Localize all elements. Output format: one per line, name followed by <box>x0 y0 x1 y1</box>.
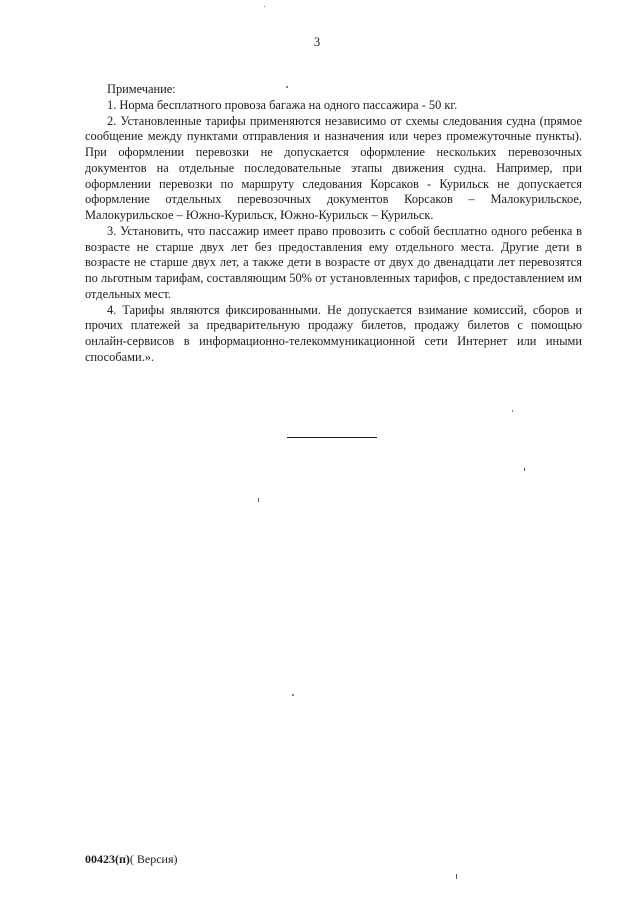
note-heading: Примечание: <box>107 82 176 96</box>
note-item-1: 1. Норма бесплатного провоза багажа на одного пассажира - 50 кг. <box>107 97 458 112</box>
note-item-4: 4. Тарифы являются фиксированными. Не допускается взимание комиссий, сборов и прочих платежей за предварительную продажу билетов, продажу билетов с помощью онлайн-сервисов в информационно-телекоммуникационной сети Интернет или иными способами.». <box>85 302 582 364</box>
scan-speck <box>512 410 513 412</box>
scan-speck <box>264 6 265 7</box>
scan-speck <box>456 874 457 879</box>
scan-speck <box>258 498 259 502</box>
document-code-number: 00423(п) <box>85 852 130 866</box>
note-item-2: 2. Установленные тарифы применяются независимо от схемы следования судна (прямое сообщение между пунктами отправления и назначения или через промежуточные пункты). При оформлении перевозки не допускается оформление нескольких перевозочных документов на отдельные последовательные этапы движения судна. Например, при оформлении перевозки по маршруту следования Корсаков - Курильск не допускается оформление отдельных перевозочных документов Корсаков – Малокурильское, Малокурильское – Южно-Курильск, Южно-Курильск – Курильск. <box>85 113 582 222</box>
document-version: ( Версия) <box>129 852 178 866</box>
page-number: 3 <box>313 35 321 49</box>
scan-speck <box>292 694 294 696</box>
scan-speck <box>286 86 288 88</box>
note-item-3: 3. Установить, что пассажир имеет право провозить с собой бесплатно одного ребенка в возрасте не старше двух лет без предоставления ему отдельного места. Другие дети в возрасте не старше двух лет, а также дети в возрасте от двух до двенадцати лет перевозятся по льготным тарифам, составляющим 50% от установленных тарифов, с предоставлением им отдельных мест. <box>85 223 582 301</box>
note-section <box>85 82 582 366</box>
document-code <box>85 852 178 867</box>
scan-speck <box>524 468 525 471</box>
closing-divider <box>287 437 377 438</box>
